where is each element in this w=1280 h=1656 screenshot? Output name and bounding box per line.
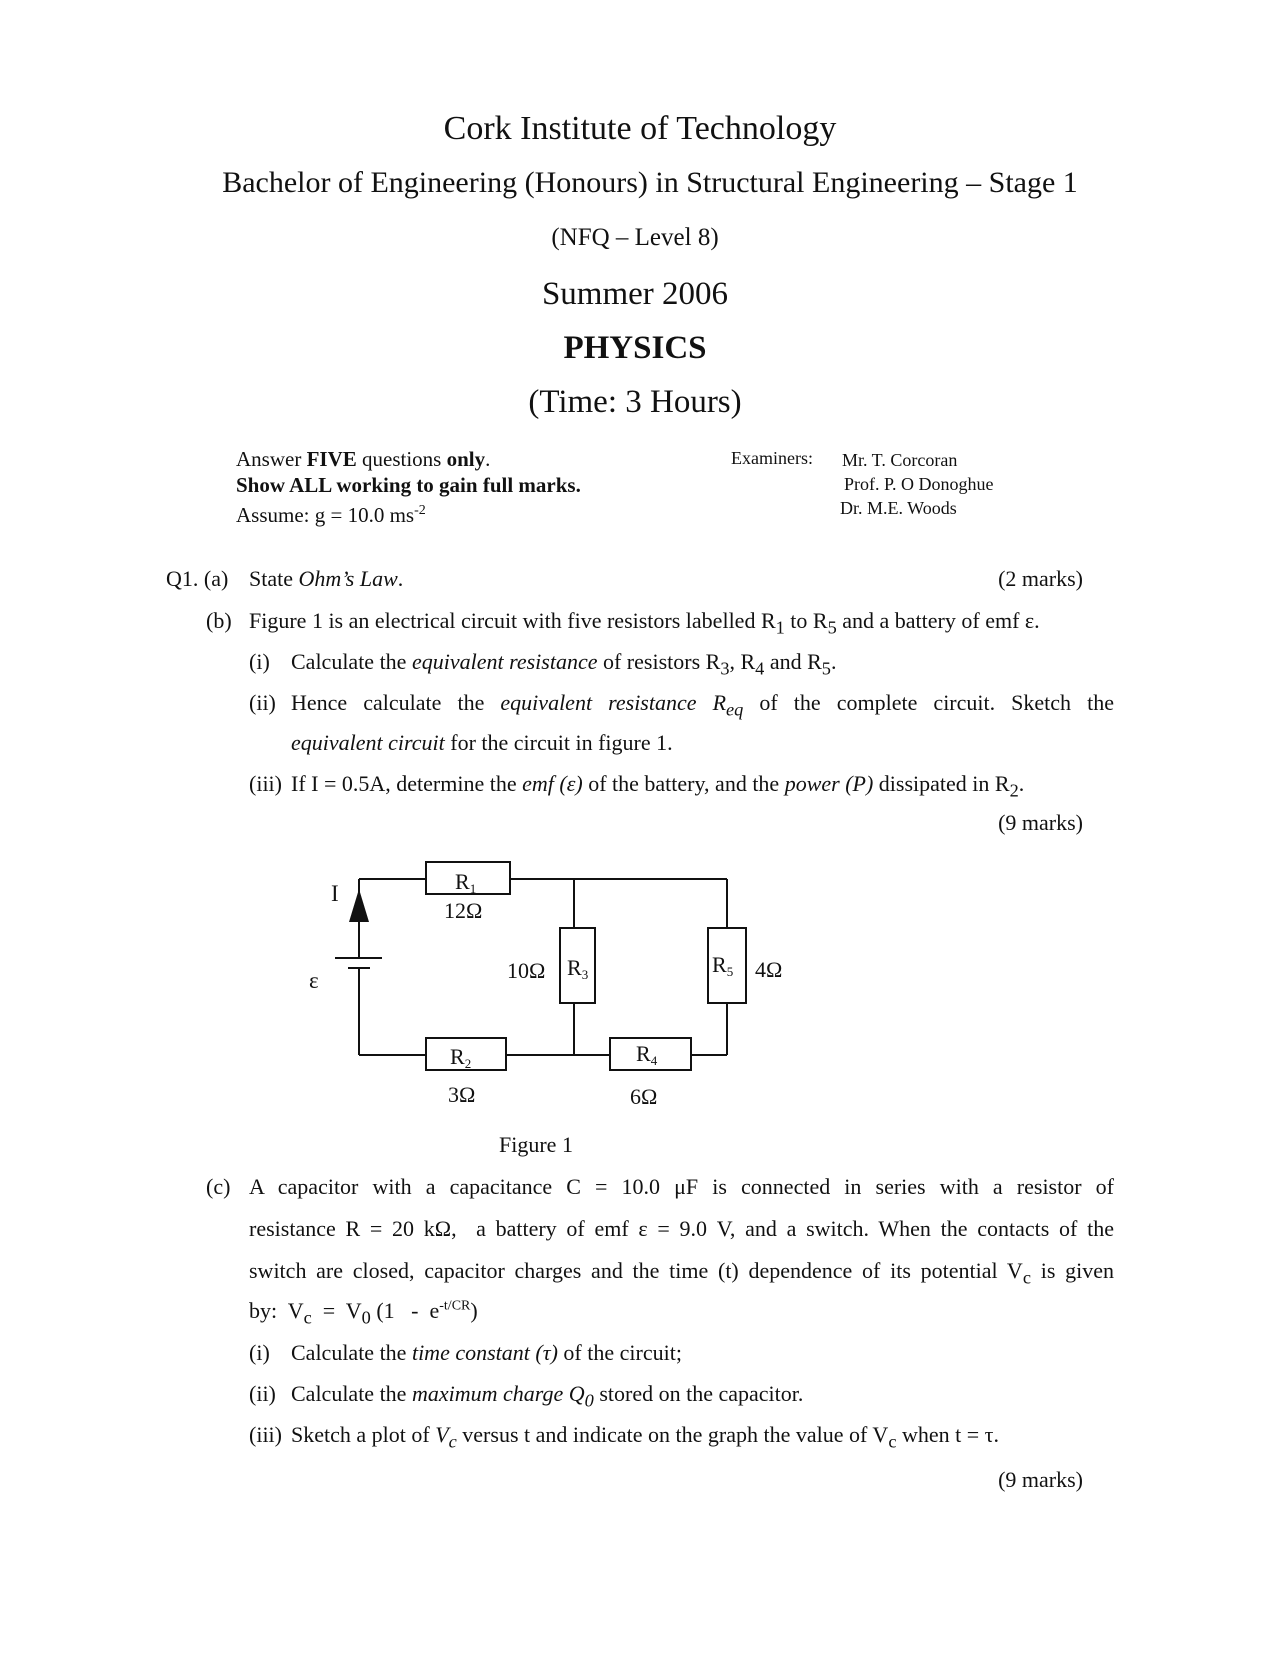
q1c-text-line2: resistance R = 20 kΩ, a battery of emf ε = 9.0 V, and a switch. When the contacts of the bbox=[249, 1216, 1114, 1241]
q1b-i-text: Calculate the equivalent resistance of resistors $R_3$, $R_4$ and $R_5$. bbox=[291, 649, 837, 679]
r3-value: 10Ω bbox=[507, 958, 546, 983]
q1c-equation: by: $V_c = V_0$ $(1 - e^{-t/CR})$ bbox=[249, 1298, 478, 1328]
q1c-i-text: Calculate the time constant (τ) of the circuit; bbox=[291, 1340, 682, 1365]
subject-title: PHYSICS bbox=[563, 330, 707, 366]
institution-title: Cork Institute of Technology bbox=[443, 110, 837, 147]
instruction-assume: Assume: g = 10.0 $ms^{-2}$ bbox=[236, 503, 426, 527]
r2-value: 3Ω bbox=[448, 1082, 476, 1107]
current-label: I bbox=[331, 881, 339, 906]
exam-session: Summer 2006 bbox=[541, 276, 729, 312]
q1c-text-line3: switch are closed, capacitor charges and the time (t) dependence of its potential $V_c$ is given bbox=[249, 1258, 1114, 1288]
q1c-label: (c) bbox=[206, 1174, 231, 1199]
q1b-iii-label: (iii) bbox=[249, 771, 282, 796]
r1-value: 12Ω bbox=[444, 898, 483, 923]
q1a-text: State Ohm’s Law. bbox=[249, 566, 404, 591]
q1b-text: Figure 1 is an electrical circuit with five resistors labelled $R_1$ to $R_5$ and a battery of emf ε. bbox=[249, 608, 1040, 638]
q1b-ii-label: (ii) bbox=[249, 690, 276, 715]
instruction-answer: Answer FIVE questions only. bbox=[236, 447, 491, 471]
q1b-iii-text: If I = 0.5A, determine the emf (ε) of the battery, and the power (P) dissipated in $R_2$. bbox=[291, 771, 1025, 801]
q1c-i-label: (i) bbox=[249, 1340, 270, 1365]
examiner-name: Mr. T. Corcoran bbox=[842, 450, 958, 470]
r1-label: R1 bbox=[455, 869, 477, 896]
examiner-name: Dr. M.E. Woods bbox=[840, 498, 957, 518]
q1b-marks: (9 marks) bbox=[998, 810, 1083, 835]
q1c-ii-text: Calculate the maximum charge $Q_0$ stored on the capacitor. bbox=[291, 1381, 804, 1411]
r4-label: R4 bbox=[636, 1041, 658, 1068]
q1a-label: Q1. (a) bbox=[166, 566, 229, 591]
q1a-marks: (2 marks) bbox=[998, 566, 1083, 591]
q1c-iii-label: (iii) bbox=[249, 1422, 282, 1447]
examiners-label: Examiners: bbox=[731, 448, 813, 468]
r5-value: 4Ω bbox=[755, 957, 783, 982]
r5-label: R5 bbox=[712, 952, 734, 979]
current-arrow-icon bbox=[349, 889, 369, 922]
r4-value: 6Ω bbox=[630, 1084, 658, 1109]
programme-title: Bachelor of Engineering (Honours) in Structural Engineering – Stage 1 bbox=[222, 166, 1078, 199]
nfq-level: (NFQ – Level 8) bbox=[551, 224, 719, 251]
figure-caption: Figure 1 bbox=[499, 1132, 573, 1157]
emf-label: ε bbox=[309, 968, 319, 993]
q1b-ii-text: Hence calculate the equivalent resistance $R_{eq}$ of the complete circuit. Sketch the bbox=[291, 690, 1115, 720]
r3-label: R3 bbox=[567, 955, 589, 982]
q1b-i-label: (i) bbox=[249, 649, 270, 674]
exam-duration: (Time: 3 Hours) bbox=[528, 384, 742, 420]
q1b-ii-text-line2: equivalent circuit for the circuit in figure 1. bbox=[291, 730, 673, 755]
instruction-working: Show ALL working to gain full marks. bbox=[236, 473, 581, 497]
q1c-marks: (9 marks) bbox=[998, 1467, 1083, 1492]
q1c-iii-text: Sketch a plot of $V_c$ versus t and indicate on the graph the value of $V_c$ when t = τ. bbox=[291, 1422, 999, 1452]
q1c-text-line1: A capacitor with a capacitance C = 10.0 μF is connected in series with a resistor of bbox=[249, 1174, 1114, 1199]
examiner-name: Prof. P. O Donoghue bbox=[844, 474, 994, 494]
r2-label: R2 bbox=[450, 1044, 472, 1071]
q1c-ii-label: (ii) bbox=[249, 1381, 276, 1406]
q1b-label: (b) bbox=[206, 608, 232, 633]
